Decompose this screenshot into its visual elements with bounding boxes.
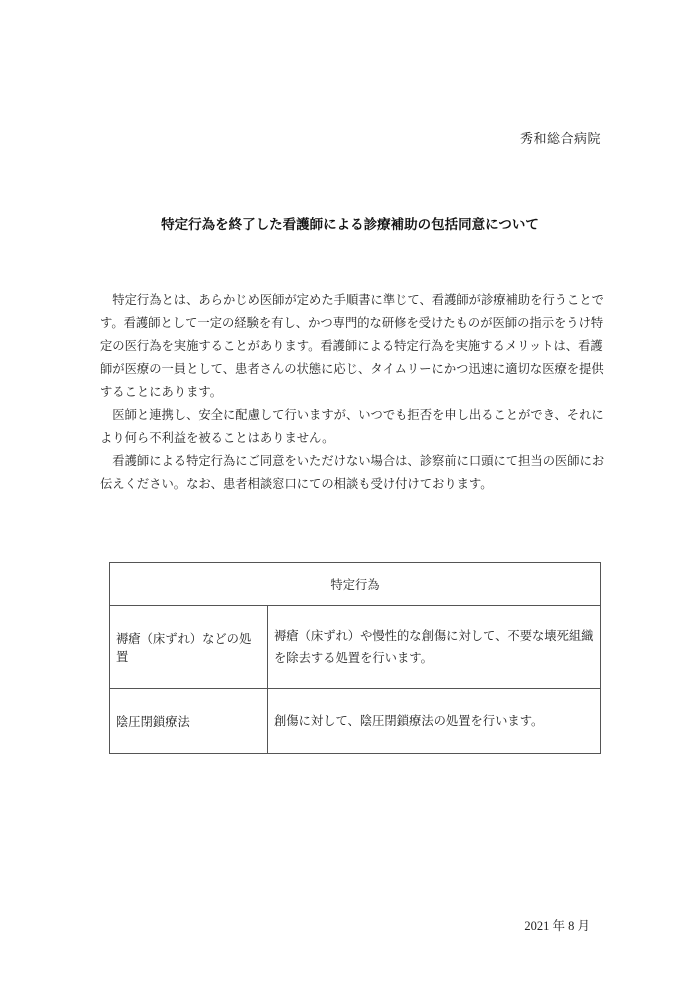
procedure-name: 褥瘡（床ずれ）などの処置 xyxy=(110,606,268,689)
paragraph-safety: 医師と連携し、安全に配慮して行いますが、いつでも拒否を申し出ることができ、それにより何ら不利益を被ることはありません。 xyxy=(100,408,604,445)
table-row xyxy=(110,606,601,689)
body-text xyxy=(100,289,605,496)
paragraph-definition: 特定行為とは、あらかじめ医師が定めた手順書に準じて、看護師が診療補助を行うことです。看護師として一定の経験を有し、かつ専門的な研修を受けたものが医師の指示をうけ特定の医行為を実施することがあります。看護師による特定行為を実施するメリットは、看護師が医療の一員として、患者さんの状態に応じ、タイムリーにかつ迅速に適切な医療を提供することにあります。 xyxy=(100,293,604,399)
table-header: 特定行為 xyxy=(110,563,601,606)
paragraph-refusal: 看護師による特定行為にご同意をいただけない場合は、診察前に口頭にて担当の医師にお伝えください。なお、患者相談窓口にての相談も受け付けております。 xyxy=(100,454,605,491)
procedure-description: 褥瘡（床ずれ）や慢性的な創傷に対して、不要な壊死組織を除去する処置を行います。 xyxy=(268,606,601,689)
document-date: 2021 年 8 月 xyxy=(524,919,590,933)
procedure-description: 創傷に対して、陰圧閉鎖療法の処置を行います。 xyxy=(268,689,601,754)
hospital-name: 秀和総合病院 xyxy=(519,132,601,147)
document-title: 特定行為を終了した看護師による診療補助の包括同意について xyxy=(161,217,539,233)
procedures-table xyxy=(109,562,601,754)
table-row xyxy=(110,689,601,754)
procedure-name: 陰圧閉鎖療法 xyxy=(110,689,268,754)
